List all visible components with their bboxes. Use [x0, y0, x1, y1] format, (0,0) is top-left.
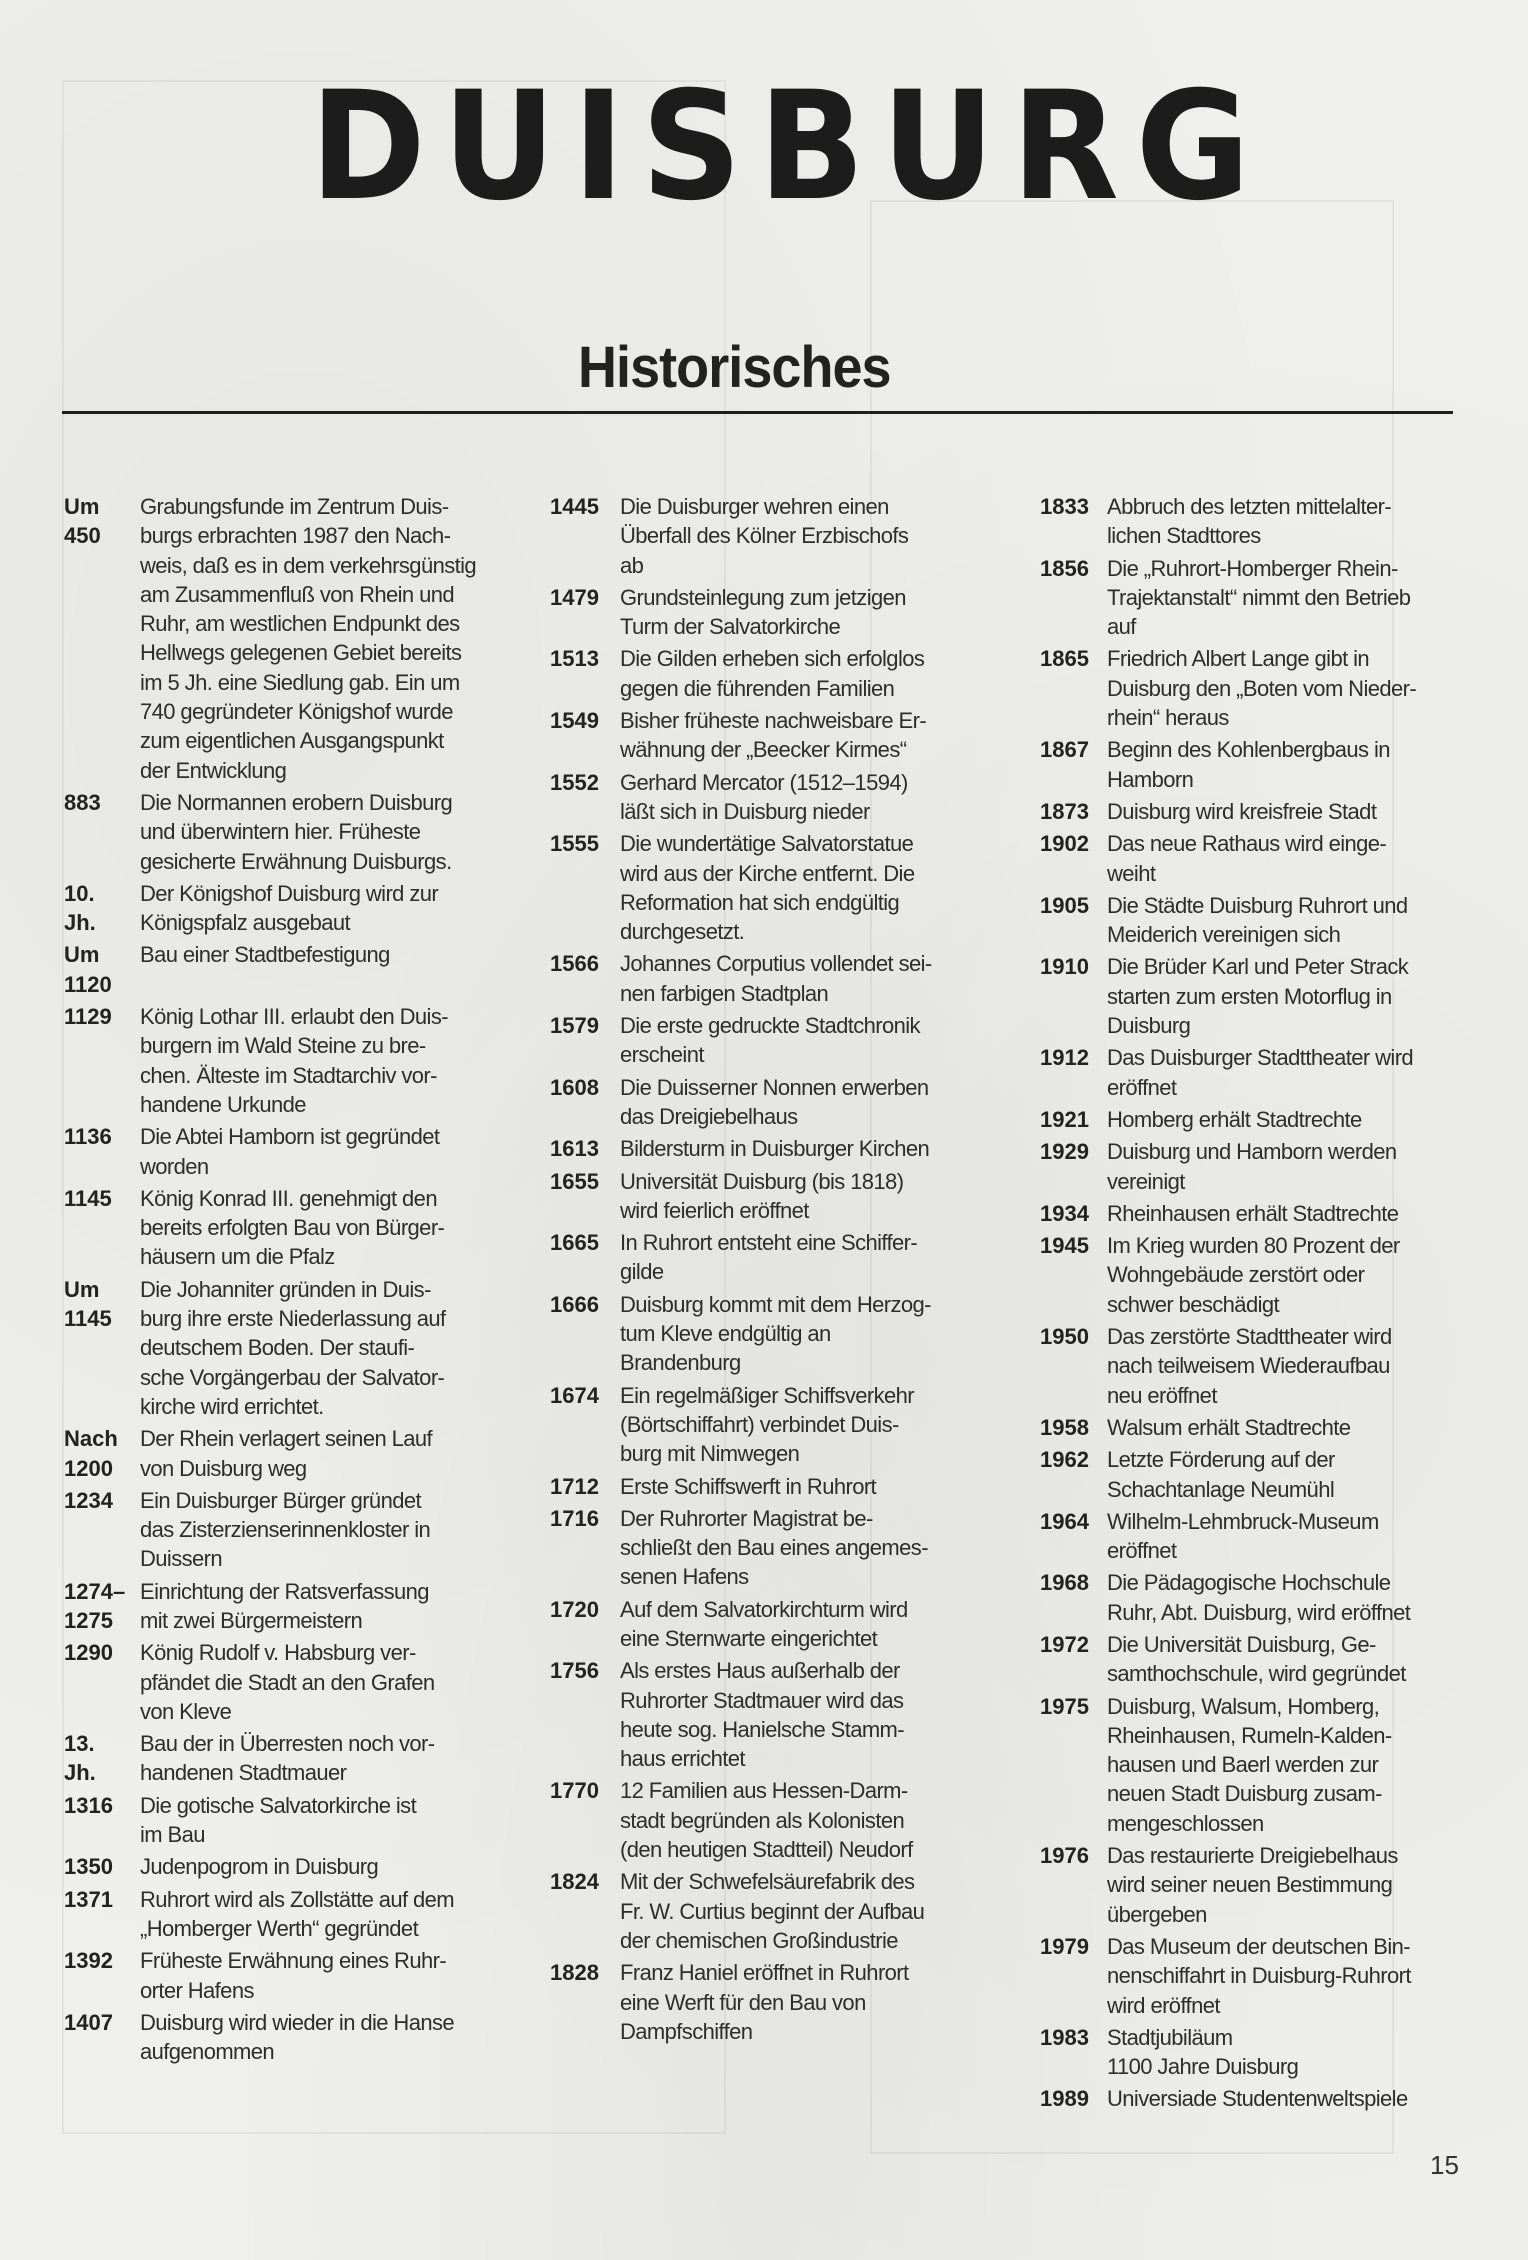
- entry-year: 1945: [1040, 1233, 1089, 1259]
- entry-year: 1655: [550, 1168, 599, 1194]
- timeline-entry: [550, 1134, 1020, 1163]
- timeline-entry: [1040, 1105, 1520, 1134]
- timeline-column-2: [550, 492, 1020, 2049]
- timeline-entry: [1040, 735, 1520, 794]
- timeline-entry: [1040, 952, 1520, 1040]
- entry-year: 1549: [550, 708, 599, 734]
- entry-year: 1976: [1040, 1843, 1089, 1869]
- entry-year: 1145: [64, 1185, 112, 1211]
- entry-text: Die Gilden erheben sich erfolglos gegen die führenden Familien: [620, 646, 925, 701]
- entry-text: Bau einer Stadtbefestigung: [140, 942, 390, 968]
- timeline-entry: [64, 1729, 534, 1788]
- entry-year: Um 1120: [64, 942, 112, 997]
- entry-text: König Lothar III. erlaubt den Duis- burgern im Wald Steine zu bre- chen. Älteste im Stadtarchiv vor- handene Urkunde: [140, 1004, 448, 1117]
- entry-text: Die gotische Salvatorkirche ist im Bau: [140, 1792, 417, 1848]
- entry-year: 1934: [1040, 1200, 1089, 1226]
- entry-year: 1950: [1040, 1324, 1089, 1350]
- entry-year: 1392: [64, 1948, 113, 1974]
- entry-text: Die Städte Duisburg Ruhrort und Meiderich vereinigen sich: [1107, 892, 1408, 948]
- entry-text: Das Duisburger Stadttheater wird eröffnet: [1107, 1045, 1414, 1100]
- entry-text: Die „Ruhrort-Homberger Rhein- Trajektanstalt“ nimmt den Betrieb auf: [1107, 555, 1411, 640]
- entry-year: 1972: [1040, 1631, 1089, 1657]
- entry-year: 1407: [64, 2009, 113, 2035]
- entry-text: Die Johanniter gründen in Duis- burg ihre erste Niederlassung auf deutschem Boden. Der staufi- sche Vorgängerbau der Salvator- kirche wird errichtet.: [140, 1276, 446, 1419]
- timeline-entry: [1040, 2084, 1520, 2113]
- timeline-entry: [64, 1486, 534, 1574]
- entry-text: Das neue Rathaus wird einge- weiht: [1107, 831, 1387, 886]
- entry-year: 1613: [550, 1136, 599, 1162]
- timeline-entry: [550, 1290, 1020, 1378]
- entry-text: Früheste Erwähnung eines Ruhr- orter Hafens: [140, 1948, 447, 2003]
- entry-year: 1513: [550, 646, 599, 672]
- entry-year: 1962: [1040, 1447, 1089, 1473]
- entry-year: 1290: [64, 1640, 113, 1666]
- entry-year: 1234: [64, 1487, 113, 1513]
- entry-text: Mit der Schwefelsäurefabrik des Fr. W. Curtius beginnt der Aufbau der chemischen Großindustrie: [620, 1869, 925, 1953]
- entry-year: 1902: [1040, 831, 1089, 857]
- entry-text: Walsum erhält Stadtrechte: [1107, 1414, 1351, 1440]
- entry-year: 1968: [1040, 1570, 1089, 1596]
- entry-year: 1824: [550, 1869, 599, 1895]
- entry-year: 1910: [1040, 954, 1089, 980]
- entry-year: 1921: [1040, 1106, 1089, 1132]
- entry-year: 1964: [1040, 1508, 1089, 1534]
- timeline-entry: [1040, 492, 1520, 551]
- entry-year: 883: [64, 789, 101, 815]
- entry-text: Ein regelmäßiger Schiffsverkehr (Börtschiffahrt) verbindet Duis- burg mit Nimwegen: [620, 1382, 915, 1467]
- timeline-column-3: [1040, 492, 1520, 2117]
- timeline-entry: [64, 1122, 534, 1181]
- timeline-entry: [550, 1595, 1020, 1654]
- timeline-entry: [550, 1073, 1020, 1132]
- entry-year: 1445: [550, 494, 599, 519]
- timeline-entry: [550, 1228, 1020, 1287]
- timeline-entry: [1040, 797, 1520, 826]
- entry-year: 1720: [550, 1596, 599, 1622]
- entry-text: Grundsteinlegung zum jetzigen Turm der Salvatorkirche: [620, 584, 906, 640]
- entry-year: 1716: [550, 1505, 599, 1531]
- entry-text: Abbruch des letzten mittelalter- lichen Stadttores: [1107, 494, 1392, 549]
- entry-text: Die Universität Duisburg, Ge- samthochschule, wird gegründet: [1107, 1631, 1406, 1687]
- entry-text: Der Rhein verlagert seinen Lauf von Duisburg weg: [140, 1426, 433, 1481]
- entry-year: 1867: [1040, 737, 1089, 763]
- entry-year: 10. Jh.: [64, 880, 96, 936]
- entry-year: 1712: [550, 1473, 599, 1499]
- entry-text: Grabungsfunde im Zentrum Duis- burgs erbrachten 1987 den Nach- weis, daß es in dem verkehrsgünstig am Zusammenfluß von Rhein und Ruhr, am westlichen Endpunkt des Hellwegs gelegenen Gebiet bereits im 5 Jh. eine Siedlung gab. Ein um 740 gegründeter Königshof wurde zum eigentlichen Ausgangspunkt der Entwicklung: [140, 494, 477, 783]
- entry-text: Letzte Förderung auf der Schachtanlage Neumühl: [1107, 1447, 1335, 1502]
- timeline-entry: [64, 1852, 534, 1881]
- timeline-entry: [1040, 1507, 1520, 1566]
- timeline-entry: [64, 1184, 534, 1272]
- timeline-entry: [64, 879, 534, 938]
- timeline-entry: [1040, 644, 1520, 732]
- entry-text: Johannes Corputius vollendet sei- nen farbigen Stadtplan: [620, 951, 932, 1006]
- timeline-entry: [1040, 2023, 1520, 2082]
- entry-year: 1983: [1040, 2024, 1089, 2050]
- entry-text: Auf dem Salvatorkirchturm wird eine Sternwarte eingerichtet: [620, 1596, 908, 1651]
- timeline-entry: [64, 1791, 534, 1850]
- entry-text: Die erste gedruckte Stadtchronik erscheint: [620, 1013, 920, 1068]
- timeline-column-1: [64, 492, 534, 2069]
- timeline-entry: [550, 949, 1020, 1008]
- entry-year: 1555: [550, 831, 599, 857]
- entry-text: Friedrich Albert Lange gibt in Duisburg den „Boten vom Nieder- rhein“ heraus: [1107, 646, 1417, 731]
- timeline-entry: [1040, 1413, 1520, 1442]
- timeline-entry: [550, 1011, 1020, 1070]
- entry-year: 1371: [64, 1886, 113, 1912]
- timeline-entry: [1040, 1043, 1520, 1102]
- timeline-entry: [550, 1167, 1020, 1226]
- entry-text: Universiade Studentenweltspiele: [1107, 2086, 1408, 2112]
- entry-text: Erste Schiffswerft in Ruhrort: [620, 1473, 877, 1499]
- timeline-entry: [1040, 1841, 1520, 1929]
- entry-year: 1958: [1040, 1414, 1089, 1440]
- entry-text: Die Duisserner Nonnen erwerben das Dreigiebelhaus: [620, 1074, 929, 1129]
- entry-text: Wilhelm-Lehmbruck-Museum eröffnet: [1107, 1508, 1379, 1564]
- entry-text: Duisburg und Hamborn werden vereinigt: [1107, 1139, 1397, 1194]
- entry-text: Einrichtung der Ratsverfassung mit zwei Bürgermeistern: [140, 1578, 429, 1633]
- entry-text: Duisburg kommt mit dem Herzog- tum Kleve endgültig an Brandenburg: [620, 1291, 931, 1376]
- timeline-entry: [1040, 1630, 1520, 1689]
- timeline-entry: [64, 1946, 534, 2005]
- entry-text: Franz Haniel eröffnet in Ruhrort eine Werft für den Bau von Dampfschiffen: [620, 1960, 909, 2044]
- entry-text: Judenpogrom in Duisburg: [140, 1854, 379, 1880]
- entry-year: 1552: [550, 769, 599, 795]
- timeline-entry: [64, 1638, 534, 1726]
- timeline-entry: [550, 1381, 1020, 1469]
- entry-year: 1828: [550, 1960, 599, 1986]
- entry-text: Homberg erhält Stadtrechte: [1107, 1106, 1362, 1132]
- entry-text: Die Duisburger wehren einen Überfall des Kölner Erzbischofs ab: [620, 494, 909, 578]
- page-number: 15: [1430, 2150, 1459, 2180]
- entry-year: 1979: [1040, 1933, 1089, 1959]
- timeline-entry: [64, 1424, 534, 1483]
- entry-text: Die Pädagogische Hochschule Ruhr, Abt. Duisburg, wird eröffnet: [1107, 1570, 1411, 1625]
- entry-year: Um 450: [64, 494, 101, 549]
- entry-text: Duisburg wird wieder in die Hanse aufgenommen: [140, 2009, 455, 2065]
- entry-text: Die Normannen erobern Duisburg und überwintern hier. Früheste gesicherte Erwähnung Duisburgs.: [140, 789, 453, 874]
- entry-year: 1350: [64, 1854, 113, 1880]
- entry-text: Der Ruhrorter Magistrat be- schließt den Bau eines angemes- senen Hafens: [620, 1505, 928, 1590]
- entry-text: Gerhard Mercator (1512–1594) läßt sich in Duisburg nieder: [620, 769, 908, 824]
- entry-text: Bisher früheste nachweisbare Er- wähnung der „Beecker Kirmes“: [620, 708, 927, 763]
- timeline-entry: [550, 1472, 1020, 1501]
- entry-year: 13. Jh.: [64, 1731, 96, 1786]
- timeline-entry: [550, 583, 1020, 642]
- entry-year: 1674: [550, 1382, 599, 1408]
- timeline-entry: [64, 940, 534, 999]
- timeline-entry: [1040, 1692, 1520, 1838]
- entry-year: 1274– 1275: [64, 1578, 126, 1633]
- entry-year: 1756: [550, 1658, 599, 1684]
- entry-year: Um 1145: [64, 1276, 112, 1332]
- timeline-entry: [64, 1885, 534, 1944]
- entry-year: 1316: [64, 1792, 113, 1818]
- entry-text: Stadtjubiläum 1100 Jahre Duisburg: [1107, 2024, 1299, 2080]
- timeline-entry: [64, 1577, 534, 1636]
- entry-year: Nach 1200: [64, 1426, 118, 1481]
- entry-year: 1136: [64, 1124, 112, 1150]
- entry-text: Als erstes Haus außerhalb der Ruhrorter Stadtmauer wird das heute sog. Hanielsche Stamm- haus errichtet: [620, 1658, 905, 1772]
- entry-year: 1833: [1040, 494, 1089, 519]
- timeline-entry: [1040, 554, 1520, 642]
- entry-text: Duisburg wird kreisfreie Stadt: [1107, 798, 1377, 824]
- entry-text: Ein Duisburger Bürger gründet das Zisterzienserinnenkloster in Duissern: [140, 1487, 431, 1572]
- page-title: DUISBURG: [310, 60, 1267, 234]
- timeline-entry: [550, 1504, 1020, 1592]
- timeline-entry: [1040, 891, 1520, 950]
- entry-text: Die wundertätige Salvatorstatue wird aus der Kirche entfernt. Die Reformation hat sich endgültig durchgesetzt.: [620, 831, 915, 945]
- timeline-entry: [550, 492, 1020, 580]
- entry-text: Beginn des Kohlenbergbaus in Hamborn: [1107, 737, 1390, 792]
- entry-text: Universität Duisburg (bis 1818) wird feierlich eröffnet: [620, 1168, 904, 1223]
- timeline-entry: [550, 1867, 1020, 1955]
- entry-year: 1665: [550, 1230, 599, 1256]
- timeline-entry: [1040, 1568, 1520, 1627]
- entry-year: 1479: [550, 584, 599, 610]
- timeline-entry: [64, 1002, 534, 1119]
- timeline-entry: [550, 768, 1020, 827]
- entry-text: Das zerstörte Stadttheater wird nach teilweisem Wiederaufbau neu eröffnet: [1107, 1324, 1392, 1408]
- entry-year: 1912: [1040, 1045, 1089, 1071]
- entry-year: 1608: [550, 1074, 599, 1100]
- timeline-entry: [64, 492, 534, 785]
- entry-text: Im Krieg wurden 80 Prozent der Wohngebäude zerstört oder schwer beschädigt: [1107, 1233, 1400, 1317]
- timeline-entry: [550, 1958, 1020, 2046]
- entry-year: 1975: [1040, 1693, 1089, 1719]
- section-heading: Historisches: [578, 335, 891, 400]
- entry-year: 1666: [550, 1291, 599, 1317]
- entry-text: Der Königshof Duisburg wird zur Königspfalz ausgebaut: [140, 880, 439, 936]
- timeline-entry: [550, 1656, 1020, 1773]
- entry-text: Das Museum der deutschen Bin- nenschiffahrt in Duisburg-Ruhrort wird eröffnet: [1107, 1933, 1411, 2018]
- entry-text: Duisburg, Walsum, Homberg, Rheinhausen, Rumeln-Kalden- hausen und Baerl werden zur neuen Stadt Duisburg zusam- mengeschlossen: [1107, 1693, 1392, 1836]
- entry-year: 1905: [1040, 892, 1089, 918]
- entry-year: 1989: [1040, 2086, 1089, 2112]
- entry-year: 1873: [1040, 798, 1089, 824]
- entry-text: Die Abtei Hamborn ist gegründet worden: [140, 1124, 440, 1179]
- entry-text: König Rudolf v. Habsburg ver- pfändet die Stadt an den Grafen von Kleve: [140, 1640, 435, 1724]
- entry-text: Das restaurierte Dreigiebelhaus wird seiner neuen Bestimmung übergeben: [1107, 1843, 1398, 1927]
- timeline-entry: [1040, 1322, 1520, 1410]
- entry-text: Bau der in Überresten noch vor- handenen Stadtmauer: [140, 1731, 435, 1786]
- timeline-entry: [550, 829, 1020, 946]
- timeline-entry: [1040, 1199, 1520, 1228]
- entry-year: 1856: [1040, 555, 1089, 581]
- timeline-entry: [64, 2008, 534, 2067]
- entry-year: 1770: [550, 1778, 599, 1804]
- timeline-entry: [1040, 1932, 1520, 2020]
- timeline-entry: [64, 1275, 534, 1421]
- entry-text: Die Brüder Karl und Peter Strack starten zum ersten Motorflug in Duisburg: [1107, 954, 1409, 1039]
- timeline-entry: [64, 788, 534, 876]
- entry-text: 12 Familien aus Hessen-Darm- stadt begründen als Kolonisten (den heutigen Stadtteil) Neudorf: [620, 1778, 913, 1863]
- entry-text: Bildersturm in Duisburger Kirchen: [620, 1136, 930, 1162]
- entry-text: Rheinhausen erhält Stadtrechte: [1107, 1200, 1399, 1226]
- entry-year: 1579: [550, 1013, 599, 1039]
- timeline-entry: [1040, 829, 1520, 888]
- timeline-entry: [550, 1776, 1020, 1864]
- entry-year: 1566: [550, 951, 599, 977]
- timeline-entry: [1040, 1231, 1520, 1319]
- timeline-entry: [550, 706, 1020, 765]
- entry-year: 1865: [1040, 646, 1089, 672]
- heading-rule: [62, 411, 1453, 414]
- timeline-entry: [550, 644, 1020, 703]
- timeline-entry: [1040, 1137, 1520, 1196]
- entry-year: 1929: [1040, 1139, 1089, 1165]
- entry-year: 1129: [64, 1004, 112, 1030]
- entry-text: König Konrad III. genehmigt den bereits erfolgten Bau von Bürger- häusern um die Pfalz: [140, 1185, 445, 1270]
- entry-text: Ruhrort wird als Zollstätte auf dem „Homberger Werth“ gegründet: [140, 1886, 455, 1941]
- entry-text: In Ruhrort entsteht eine Schiffer- gilde: [620, 1230, 918, 1285]
- timeline-entry: [1040, 1445, 1520, 1504]
